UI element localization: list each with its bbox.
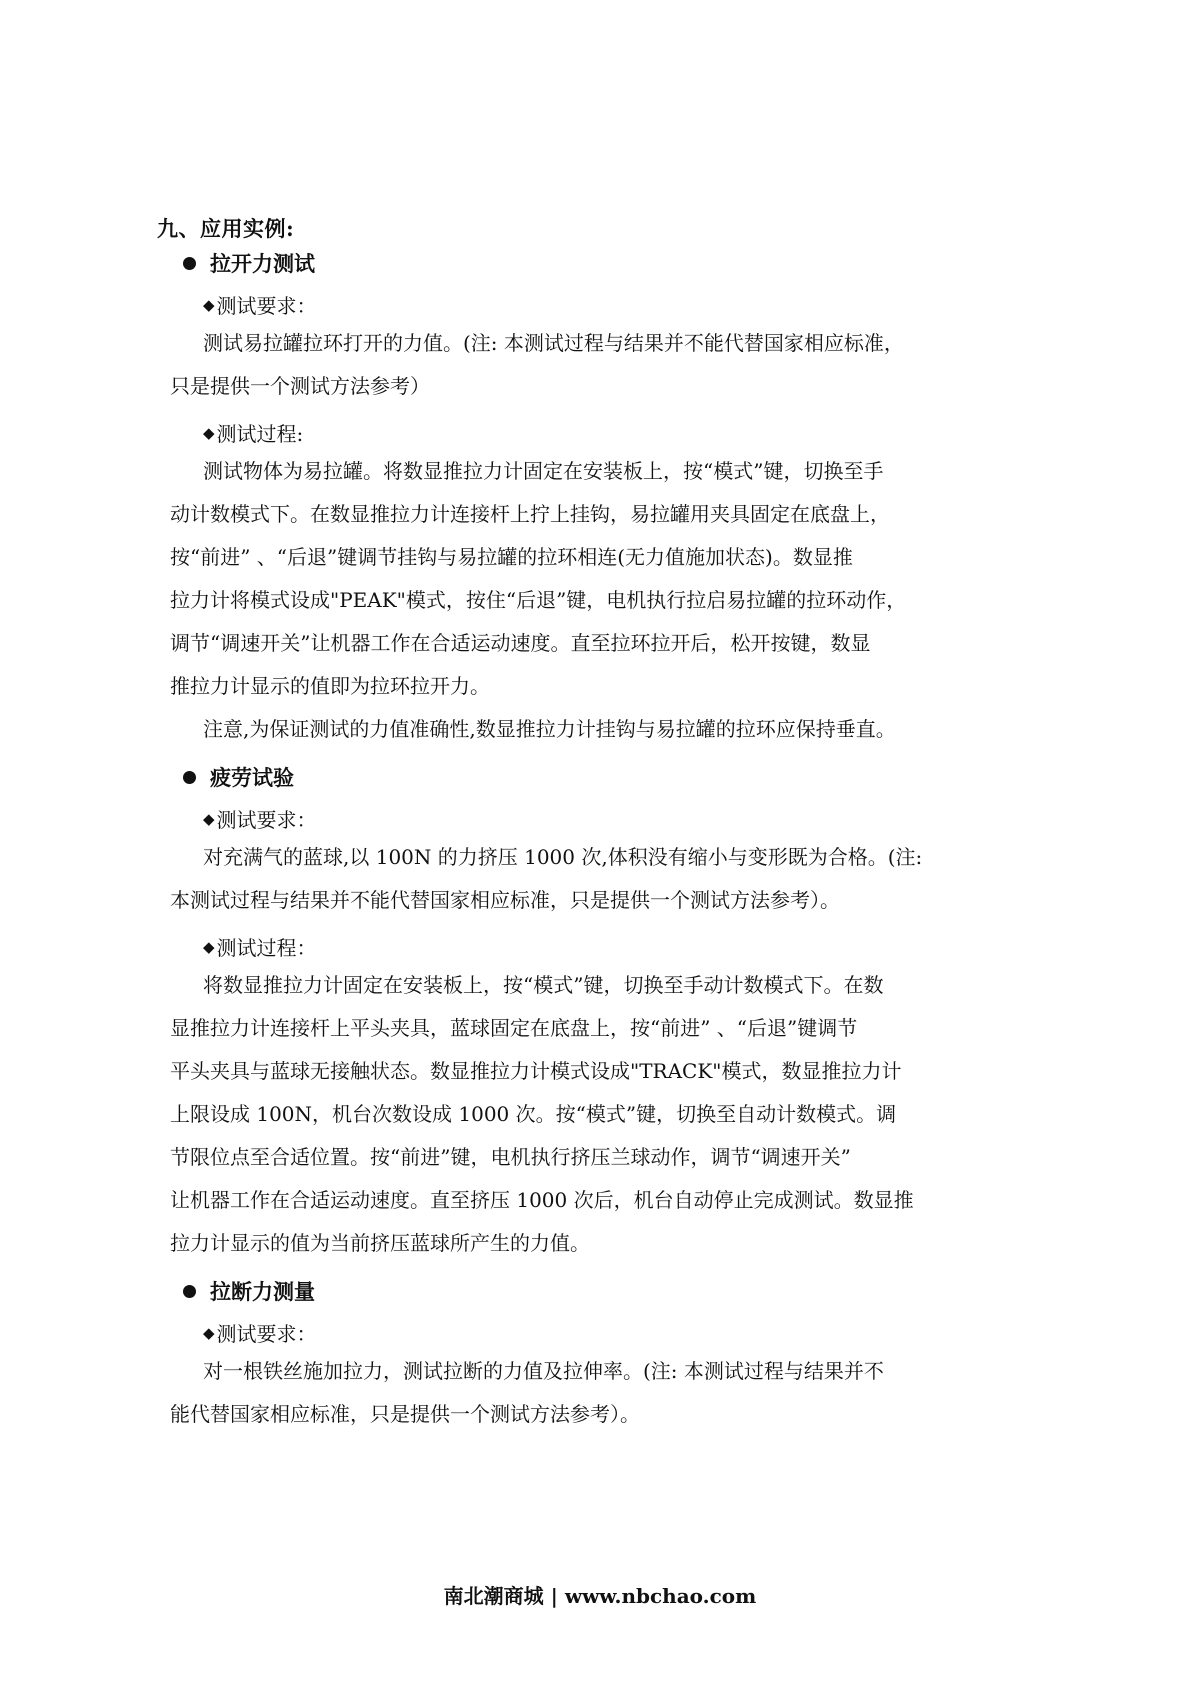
paragraph-line: 只是提供一个测试方法参考）	[170, 374, 430, 398]
topic-title: 拉断力测量	[210, 1279, 315, 1304]
paragraph-line: 拉力计显示的值为当前挤压蓝球所产生的力值。	[170, 1231, 590, 1255]
page-footer: 南北潮商城 | www.nbchao.com	[443, 1584, 757, 1608]
topic-title: 拉开力测试	[210, 251, 315, 276]
sub-heading	[203, 804, 317, 833]
topic-heading	[183, 1276, 315, 1306]
bullet-icon	[183, 1285, 196, 1298]
paragraph-line: 本测试过程与结果并不能代替国家相应标准，只是提供一个测试方法参考）。	[170, 888, 840, 912]
paragraph-line: 动计数模式下。在数显推拉力计连接杆上拧上挂钩，易拉罐用夹具固定在底盘上，	[170, 502, 890, 526]
sub-heading-label: 测试过程：	[216, 936, 317, 960]
paragraph-line: 对充满气的蓝球,以 100N 的力挤压 1000 次,体积没有缩小与变形既为合格。(注:	[203, 845, 923, 869]
paragraph-line: 测试易拉罐拉环打开的力值。(注: 本测试过程与结果并不能代替国家相应标准，	[203, 331, 904, 355]
diamond-bullet-icon: ◆	[203, 809, 215, 828]
paragraph-line: 按“前进” 、“后退”键调节挂钩与易拉罐的拉环相连(无力值施加状态)。数显推	[170, 545, 853, 569]
paragraph-line: 对一根铁丝施加拉力，测试拉断的力值及拉伸率。(注: 本测试过程与结果并不	[203, 1359, 884, 1383]
paragraph-line: 节限位点至合适位置。按“前进”键，电机执行挤压兰球动作，调节“调速开关”	[170, 1145, 851, 1169]
bullet-icon	[183, 257, 196, 270]
topic-title: 疲劳试验	[210, 765, 294, 790]
sub-heading	[203, 290, 317, 319]
paragraph-line: 让机器工作在合适运动速度。直至挤压 1000 次后，机台自动停止完成测试。数显推	[170, 1188, 914, 1212]
paragraph-line: 上限设成 100N，机台次数设成 1000 次。按“模式”键，切换至自动计数模式。调	[170, 1102, 897, 1126]
paragraph-line: 显推拉力计连接杆上平头夹具，蓝球固定在底盘上，按“前进” 、“后退”键调节	[170, 1016, 858, 1040]
diamond-bullet-icon: ◆	[203, 1323, 215, 1342]
sub-heading-label: 测试要求：	[216, 1322, 317, 1346]
page-heading: 九、应用实例:	[157, 216, 295, 241]
sub-heading	[203, 418, 303, 447]
paragraph-line: 能代替国家相应标准，只是提供一个测试方法参考）。	[170, 1402, 640, 1426]
diamond-bullet-icon: ◆	[203, 423, 215, 442]
sub-heading-label: 测试要求：	[216, 808, 317, 832]
sub-heading-label: 测试要求：	[216, 294, 317, 318]
bullet-icon	[183, 771, 196, 784]
paragraph-line: 测试物体为易拉罐。将数显推拉力计固定在安装板上，按“模式”键，切换至手	[203, 459, 884, 483]
paragraph-line: 调节“调速开关”让机器工作在合适运动速度。直至拉环拉开后，松开按键，数显	[170, 631, 871, 655]
sub-heading-label: 测试过程:	[216, 422, 304, 446]
sub-heading	[203, 932, 317, 961]
paragraph-line: 将数显推拉力计固定在安装板上，按“模式”键，切换至手动计数模式下。在数	[203, 973, 884, 997]
topic-heading	[183, 248, 315, 278]
topic-heading	[183, 762, 294, 792]
diamond-bullet-icon: ◆	[203, 295, 215, 314]
sub-heading	[203, 1318, 317, 1347]
paragraph-line: 平头夹具与蓝球无接触状态。数显推拉力计模式设成"TRACK"模式，数显推拉力计	[170, 1059, 902, 1083]
paragraph-line: 推拉力计显示的值即为拉环拉开力。	[170, 674, 490, 698]
paragraph-line: 拉力计将模式设成"PEAK"模式，按住“后退”键，电机执行拉启易拉罐的拉环动作，	[170, 588, 907, 612]
paragraph-line: 注意,为保证测试的力值准确性,数显推拉力计挂钩与易拉罐的拉环应保持垂直。	[203, 717, 896, 741]
diamond-bullet-icon: ◆	[203, 937, 215, 956]
